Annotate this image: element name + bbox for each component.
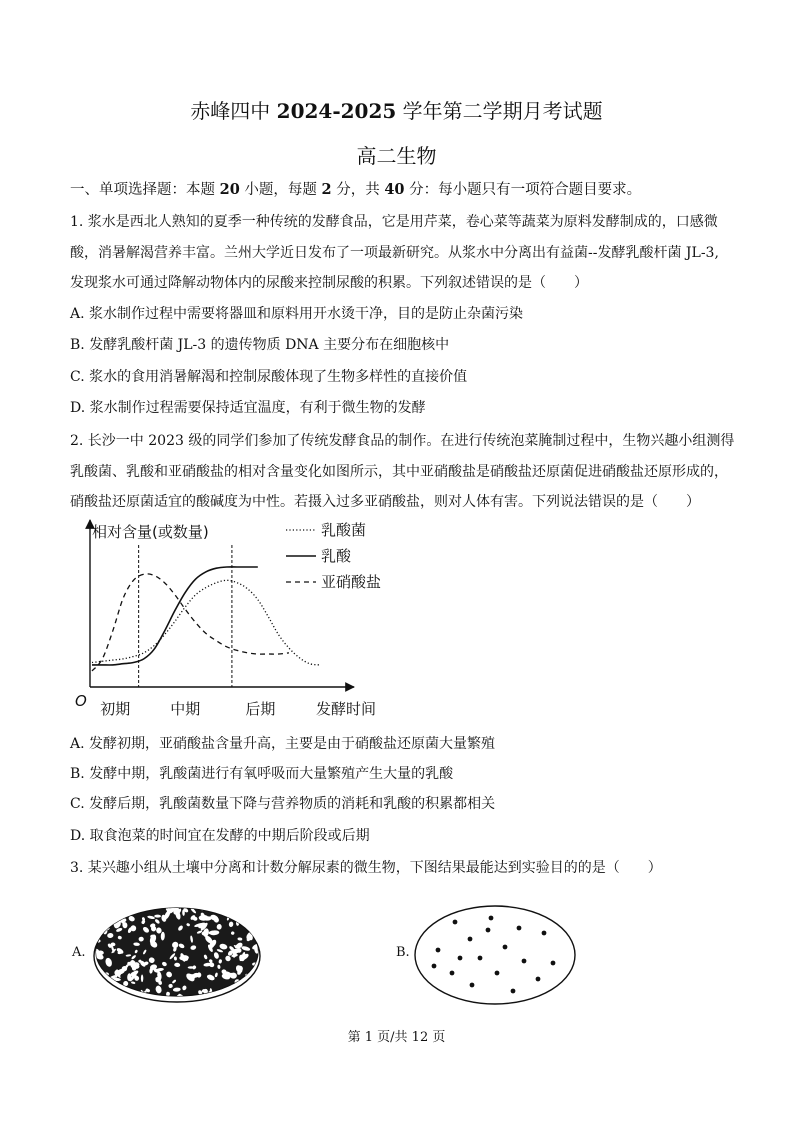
texture-gap	[249, 986, 258, 996]
texture-gap	[249, 914, 256, 920]
texture-gap	[106, 917, 114, 925]
phase-label: 后期	[245, 700, 276, 718]
q1-option-a: A. 浆水制作过程中需要将器皿和原料用开水烫干净，目的是防止杂菌污染	[70, 306, 524, 322]
texture-gap	[119, 908, 130, 917]
texture-gap	[138, 904, 146, 912]
q3-stem: 3. 某兴趣小组从土壤中分离和计数分解尿素的微生物，下图结果最能达到实验目的的是（ ）	[70, 860, 662, 876]
colony-dot	[453, 920, 458, 925]
texture-gap	[99, 923, 103, 933]
x-axis-label: 发酵时间	[316, 700, 377, 718]
q3-option-b-label: B.	[396, 945, 410, 960]
texture-gap	[117, 992, 122, 998]
colony-dot	[489, 916, 494, 921]
texture-gap	[249, 905, 256, 912]
colony-dot	[470, 983, 475, 988]
colony-dot	[522, 959, 527, 964]
texture-gap	[95, 916, 102, 923]
colony-dot	[536, 977, 541, 982]
q2-stem-line-1: 2. 长沙一中 2023 级的同学们参加了传统发酵食品的制作。在进行传统泡菜腌制过程中，生物兴趣小组测得	[70, 433, 735, 449]
texture-gap	[199, 915, 209, 921]
colony-dot	[511, 989, 516, 994]
colony-dot	[551, 961, 556, 966]
page-title: 赤峰四中 2024-2025 学年第二学期月考试题	[190, 99, 603, 123]
texture-gap	[221, 995, 226, 1000]
texture-gap	[98, 906, 106, 917]
page-subtitle: 高二生物	[356, 144, 437, 168]
texture-gap	[93, 933, 99, 939]
q2-stem-line-2: 乳酸菌、乳酸和亚硝酸盐的相对含量变化如图所示，其中亚硝酸盐是硝酸盐还原菌促进硝酸盐还原形成的，	[70, 464, 728, 480]
q2-option-c: C. 发酵后期，乳酸菌数量下降与营养物质的消耗和乳酸的积累都相关	[70, 796, 496, 812]
texture-gap	[256, 907, 260, 911]
colony-dot	[468, 937, 473, 942]
origin-label: O	[75, 692, 87, 710]
texture-gap	[252, 929, 258, 935]
colony-dot	[517, 926, 522, 931]
series-line-dotted	[92, 580, 320, 665]
page-footer: 第 1 页/共 12 页	[347, 1030, 446, 1045]
q2-option-b: B. 发酵中期，乳酸菌进行有氧呼吸而大量繁殖产生大量的乳酸	[70, 766, 454, 782]
colony-dot	[478, 956, 483, 961]
legend-label: 亚硝酸盐	[321, 573, 382, 591]
texture-gap	[107, 912, 112, 916]
q1-stem-line-2: 酸，消暑解渴营养丰富。兰州大学近日发布了一项最新研究。从浆水中分离出有益菌--发酵乳酸杆菌 JL-3,	[70, 245, 719, 261]
q2-option-d: D. 取食泡菜的时间宜在发酵的中期后阶段或后期	[70, 828, 370, 844]
phase-label: 中期	[170, 700, 201, 718]
legend-label: 乳酸	[321, 547, 352, 565]
y-axis-label: 相对含量(或数量)	[92, 523, 209, 541]
q3-option-a-label: A.	[72, 945, 86, 960]
petri-dish-b	[412, 903, 578, 1009]
colony-dot	[486, 928, 491, 933]
section-heading: 一、单项选择题：本题 20 小题，每题 2 分，共 40 分：每小题只有一项符合题目要求。	[70, 181, 642, 198]
colony-dot	[495, 971, 500, 976]
q1-option-b: B. 发酵乳酸杆菌 JL-3 的遗传物质 DNA 主要分布在细胞核中	[70, 337, 450, 353]
texture-gap	[246, 920, 251, 923]
texture-gap	[121, 910, 131, 916]
series-line-solid	[92, 567, 258, 665]
texture-gap	[107, 909, 114, 917]
colony-dot	[450, 971, 455, 976]
texture-gap	[240, 915, 249, 921]
q2-option-a: A. 发酵初期，亚硝酸盐含量升高，主要是由于硝酸盐还原菌大量繁殖	[70, 736, 496, 752]
colony-dot	[432, 964, 437, 969]
q2-stem-line-3: 硝酸盐还原菌适宜的酸碱度为中性。若摄入过多亚硝酸盐，则对人体有害。下列说法错误的是（ ）	[70, 494, 700, 510]
legend-label: 乳酸菌	[321, 521, 367, 539]
q1-option-d: D. 浆水制作过程需要保持适宜温度，有利于微生物的发酵	[70, 400, 426, 416]
q1-stem-line-1: 1. 浆水是西北人熟知的夏季一种传统的发酵食品，它是用芹菜，卷心菜等蔬菜为原料发酵制成的，口感微	[70, 214, 718, 230]
texture-gap	[253, 906, 257, 911]
texture-gap	[120, 904, 124, 912]
q1-stem-line-3: 发现浆水可通过降解动物体内的尿酸来控制尿酸的积累。下列叙述错误的是（ ）	[70, 275, 588, 291]
texture-gap	[141, 975, 143, 983]
colony-dot	[436, 948, 441, 953]
fermentation-chart	[70, 515, 400, 725]
colony-dot	[503, 945, 508, 950]
petri-dish-a	[88, 900, 266, 1008]
texture-gap	[246, 914, 252, 919]
phase-label: 初期	[100, 700, 131, 718]
texture-gap	[109, 917, 114, 923]
texture-gap	[242, 906, 253, 916]
texture-gap	[109, 906, 116, 913]
colony-dot	[542, 931, 547, 936]
series-line-dashed	[92, 574, 289, 671]
colony-dot	[458, 956, 463, 961]
texture-gap	[220, 905, 229, 913]
texture-gap	[242, 920, 247, 925]
texture-gap	[97, 906, 106, 915]
q1-option-c: C. 浆水的食用消暑解渴和控制尿酸体现了生物多样性的直接价值	[70, 369, 468, 385]
texture-gap	[104, 908, 115, 918]
texture-gap	[115, 905, 118, 914]
